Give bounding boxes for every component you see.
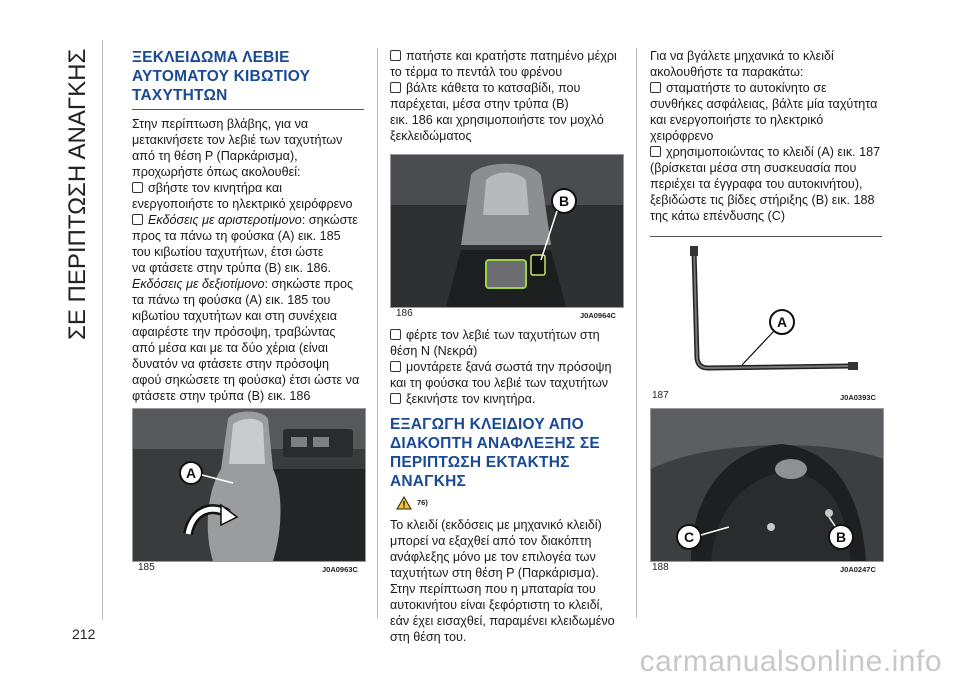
text-line: (βρίσκεται μέσα στη συσκευασία που [650, 161, 857, 175]
checkbox-bullet-icon [650, 82, 661, 93]
heading-rule [132, 109, 364, 110]
text-line: στη θέση του. [390, 630, 467, 644]
checkbox-bullet-icon [390, 361, 401, 372]
heading-line: ΠΕΡΙΠΤΩΣΗ ΕΚΤΑΚΤΗΣ ΑΝΑΓΚΗΣ [390, 454, 570, 490]
column-divider-1 [377, 48, 378, 618]
text-line: αυτοκινήτου είναι ξεφόρτιστη το κλειδί, [390, 598, 603, 612]
bullet-item [390, 327, 622, 343]
text-line: ταχυτήτων στη θέση P (Παρκάρισμα). [390, 566, 599, 580]
text-line: παρέχεται, μέσα στην τρύπα (B) [390, 97, 569, 111]
heading-line: ΞΕΚΛΕΙΔΩΜΑ ΛΕΒΙΕ [132, 49, 290, 66]
text-line: Στην περίπτωση βλάβης, για να [132, 117, 309, 131]
column-2-lower [390, 327, 622, 645]
text-line: θέση N (Νεκρά) [390, 344, 478, 358]
text-line: αφαιρέστε την πρόσοψη, τραβώντας [132, 325, 336, 339]
figure-code: J0A0964C [580, 311, 616, 320]
figure-185-gear-lever-boot [132, 408, 366, 562]
callout-label-a: A [185, 465, 197, 481]
text-line: ξεβιδώστε τις βίδες στήριξης (B) εικ. 188 [650, 193, 875, 207]
text-line: φτάσετε στην τρύπα (B) εικ. 186 [132, 389, 311, 403]
figure-188-steering-column [650, 408, 884, 562]
callout-label-c: C [683, 529, 695, 545]
text-line: εικ. 186 και χρησιμοποιήστε τον μοχλό [390, 113, 604, 127]
text-line: Στην περίπτωση που η μπαταρία του [390, 582, 596, 596]
text-line: : σηκώστε [301, 213, 358, 227]
text-line: χρησιμοποιώντας το κλειδί (A) εικ. 187 [666, 145, 881, 159]
checkbox-bullet-icon [390, 82, 401, 93]
text-line: χειρόφρενο [650, 129, 714, 143]
side-divider [102, 40, 103, 620]
text-line: να φτάσετε στην τρύπα (B) εικ. 186. [132, 261, 331, 275]
checkbox-bullet-icon [390, 329, 401, 340]
text-line: ακολουθήστε τα παρακάτω: [650, 65, 804, 79]
text-line: και τη φούσκα του λεβιέ των ταχυτήτων [390, 376, 609, 390]
bullet-item [132, 180, 364, 196]
figure-number: 188 [652, 562, 669, 573]
figure-code: J0A0963C [322, 565, 358, 574]
figure-code: J0A0393C [840, 393, 876, 402]
text-line: ανάφλεξης μόνο με τον επιλογέα των [390, 550, 596, 564]
text-line: της κάτω επένδυσης (C) [650, 209, 786, 223]
callout-label-b: B [835, 529, 847, 545]
text-line: συνθήκες ασφάλειας, βάλτε μία ταχύτητα [650, 97, 878, 111]
text-line: του κιβωτίου ταχυτήτων, έτσι ώστε [132, 245, 324, 259]
paragraph [132, 276, 364, 292]
text-line: προς τα πάνω τη φούσκα (A) εικ. 185 [132, 229, 341, 243]
figure-186-unlock-hole [390, 154, 624, 308]
figure-187-key [650, 240, 882, 390]
callout-label-b: B [558, 193, 570, 209]
bullet-item [650, 144, 882, 160]
checkbox-bullet-icon [132, 214, 143, 225]
bullet-item [390, 359, 622, 375]
version-label: Εκδόσεις με δεξιοτίμονο [132, 277, 265, 291]
column-1 [132, 48, 364, 404]
checkbox-bullet-icon [390, 50, 401, 61]
text-line: δυνατόν να φτάσετε στην πρόσοψη [132, 357, 330, 371]
checkbox-bullet-icon [650, 146, 661, 157]
text-line: ξεκλειδώματος [390, 129, 472, 143]
text-line: περιέχει τα έγγραφα του αυτοκινήτου), [650, 177, 863, 191]
bullet-item [390, 48, 622, 64]
column-2 [390, 48, 622, 144]
version-label: Εκδόσεις με αριστεροτίμονο [148, 213, 302, 227]
checkbox-bullet-icon [390, 393, 401, 404]
text-line: από τη θέση P (Παρκάρισμα), [132, 149, 298, 163]
text-line: σταματήστε το αυτοκίνητο σε [666, 81, 827, 95]
text-line: τα πάνω τη φούσκα (A) εικ. 185 του [132, 293, 331, 307]
heading-line: ΔΙΑΚΟΠΤΗ ΑΝΑΦΛΕΞΗΣ ΣΕ [390, 435, 600, 452]
text-line: πατήστε και κρατήστε πατημένο μέχρι [406, 49, 617, 63]
figure-number: 185 [138, 562, 155, 573]
text-line: μετακινήσετε τον λεβιέ των ταχυτήτων [132, 133, 343, 147]
warning-triangle-icon [396, 496, 412, 510]
text-line: από μέσα και με τα δύο χέρια (είναι [132, 341, 328, 355]
text-line: μοντάρετε ξανά σωστά την πρόσοψη [406, 360, 612, 374]
watermark: carmanualsonline.info [639, 645, 942, 678]
text-line: βάλτε κάθετα το κατσαβίδι, που [406, 81, 581, 95]
bullet-item [650, 80, 882, 96]
text-line: μπορεί να εξαχθεί από τον διακόπτη [390, 534, 592, 548]
text-line: Το κλειδί (εκδόσεις με μηχανικό κλειδί) [390, 518, 602, 532]
text-line: κιβωτίου ταχυτήτων και στη συνέχεια [132, 309, 337, 323]
figure-number: 187 [652, 390, 669, 401]
section-heading-key-extraction [390, 415, 622, 491]
callout-label-a: A [776, 314, 788, 330]
text-line: προχωρήστε όπως ακολουθεί: [132, 165, 301, 179]
column-divider-2 [636, 48, 637, 618]
text-line: σβήστε τον κινητήρα και [148, 181, 283, 195]
heading-line: ΕΞΑΓΩΓΗ ΚΛΕΙΔΙΟΥ ΑΠΟ [390, 416, 584, 433]
text-line: : σηκώστε προς [264, 277, 354, 291]
warning-reference [396, 495, 622, 511]
bullet-item [132, 212, 364, 228]
column-3 [650, 48, 882, 224]
figure-code: J0A0247C [840, 565, 876, 574]
text-line: Για να βγάλετε μηχανικά το κλειδί [650, 49, 834, 63]
figure-187-top-rule [650, 236, 882, 237]
text-line: ενεργοποιήστε το ηλεκτρικό χειρόφρενο [132, 197, 353, 211]
text-line: ξεκινήστε τον κινητήρα. [406, 392, 536, 406]
text-line: αφού σηκώσετε τη φούσκα) έτσι ώστε να [132, 373, 360, 387]
page-number: 212 [72, 626, 96, 642]
figure-number: 186 [396, 308, 413, 319]
text-line: και ενεργοποιήστε το ηλεκτρικό [650, 113, 824, 127]
text-line: εάν έχει εισαχθεί, παραμένει κλειδωμένο [390, 614, 615, 628]
side-section-title [58, 40, 98, 340]
heading-line: ΑΥΤΟΜΑΤΟΥ ΚΙΒΩΤΙΟΥ [132, 68, 311, 85]
bullet-item [390, 391, 622, 407]
warning-reference-number: 76) [417, 498, 428, 507]
bullet-item [390, 80, 622, 96]
text-line: το τέρμα το πεντάλ του φρένου [390, 65, 563, 79]
heading-line: ΤΑΧΥΤΗΤΩΝ [132, 87, 228, 104]
checkbox-bullet-icon [132, 182, 143, 193]
section-heading-unlock-lever [132, 48, 364, 105]
side-section-title-text: ΣΕ ΠΕΡΙΠΤΩΣΗ ΑΝΑΓΚΗΣ [64, 48, 91, 340]
text-line: φέρτε τον λεβιέ των ταχυτήτων στη [406, 328, 600, 342]
